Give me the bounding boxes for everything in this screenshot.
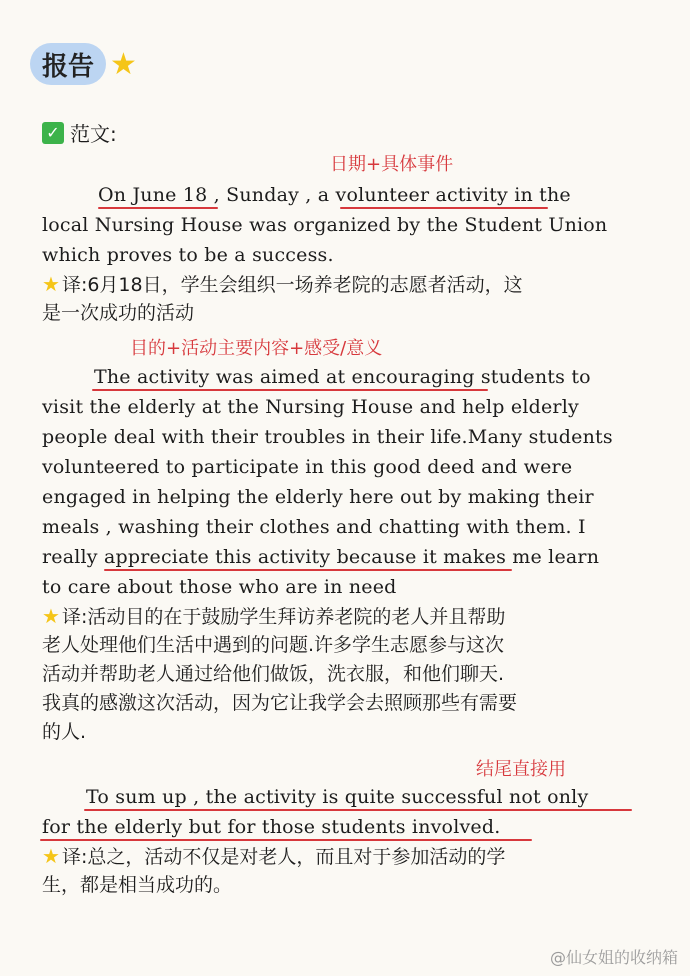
section-label-text: 范文: [70,122,117,146]
trans3-line1 [42,842,505,872]
para2-line7 [42,542,599,572]
trans1-text1: 译:6月18日，学生会组织一场养老院的志愿者活动，这 [61,274,523,296]
trans2-text1: 译:活动目的在于鼓励学生拜访养老院的老人并且帮助 [61,606,506,628]
trans3-text1: 译:总之，活动不仅是对老人，而且对于参加活动的学 [61,846,506,868]
para3-line1 [42,782,588,812]
page-title: 报告 [30,43,106,85]
para1-day: Sunday , [219,184,318,206]
underline-sum-up-2 [40,839,532,841]
trans1-line1 [42,270,523,300]
para1-tail: in the [507,184,571,206]
underline-date [98,207,218,209]
star-icon: ★ [42,604,60,628]
trans1-line2: 是一次成功的活动 [42,302,195,324]
underline-sum-up-1 [84,809,632,811]
para3-line2: for the elderly but for those students involved. [42,816,501,838]
para2-learn: me learn [506,546,600,568]
para1-line2: local Nursing House was organized by the Student Union [42,214,608,236]
star-icon: ★ [42,844,60,868]
para2-really: really [42,546,104,568]
para2-purpose: The activity was aimed at encouraging [94,366,475,388]
trans2-line1 [42,602,505,632]
para2-line4: volunteered to participate in this good deed and were [42,456,573,478]
para1-date: On June 18 , [98,184,220,206]
underline-purpose [92,389,488,391]
trans2-line3: 活动并帮助老人通过给他们做饭，洗衣服，和他们聊天. [42,663,505,685]
underline-feeling [104,569,512,571]
section-label [42,118,117,147]
trans2-line2: 老人处理他们生活中遇到的问题.许多学生志愿参与这次 [42,634,505,656]
annotation-purpose: 目的+活动主要内容+感受/意义 [130,338,383,359]
para2-line1 [42,362,591,392]
annotation-date-event: 日期+具体事件 [330,154,454,175]
trans2-line5: 的人. [42,721,87,743]
trans3-line2: 生，都是相当成功的。 [42,874,233,896]
para2-line2: visit the elderly at the Nursing House and help elderly [42,396,579,418]
star-icon: ★ [110,46,137,82]
para2-line3: people deal with their troubles in their life.Many students [42,426,613,448]
para3-text1: To sum up , the activity is quite successful not only [86,786,589,808]
para1-line1 [42,180,571,210]
trans2-line4: 我真的感激这次活动，因为它让我学会去照顾那些有需要 [42,692,518,714]
para2-feeling: appreciate this activity because it makes [103,546,507,568]
para2-line6: meals , washing their clothes and chatting with them. I [42,516,586,538]
check-icon: ✓ [42,122,64,144]
para1-line3: which proves to be a success. [42,244,334,266]
para2-line5: engaged in helping the elderly here out by making their [42,486,594,508]
annotation-ending: 结尾直接用 [476,759,566,780]
para1-event: a volunteer activity [317,184,508,206]
para2-line8: to care about those who are in need [42,576,397,598]
underline-event [340,207,548,209]
para2-tail: students to [474,366,591,388]
watermark: @仙女姐的收纳箱 [549,948,678,967]
title-area [30,40,137,88]
star-icon: ★ [42,272,60,296]
